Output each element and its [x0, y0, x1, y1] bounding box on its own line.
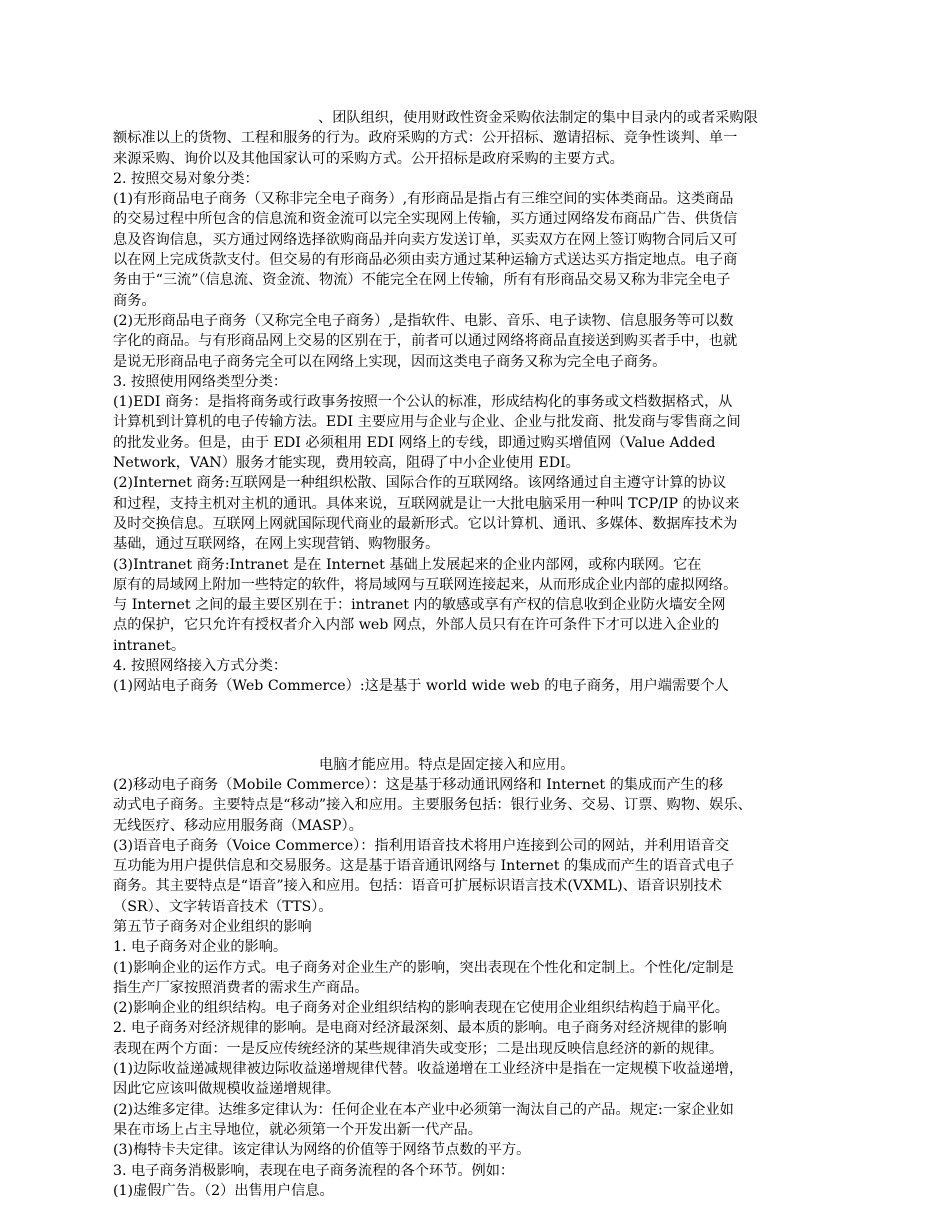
text-line: (2)Internet 商务:互联网是一种组织松散、国际合作的互联网络。该网络通过自主遵守计算的协议 — [113, 475, 727, 492]
text-line: (1)EDI 商务：是指将商务或行政事务按照一个公认的标准，形成结构化的事务或文档数据格式，从 — [113, 394, 733, 411]
text-line: (1)有形商品电子商务（又称非完全电子商务）,有形商品是指占有三维空间的实体类商品。这类商品 — [113, 191, 734, 208]
text-line: 点的保护，它只允许有授权者介入内部 web 网点，外部人员只有在许可条件下才可以进入企业的 — [113, 617, 720, 634]
text-line: 指生产厂家按照消费者的需求生产商品。 — [113, 979, 369, 996]
section-heading: 4. 按照网络接入方式分类： — [113, 658, 288, 675]
paragraph-block-2 — [113, 755, 843, 1202]
section-heading: 2. 电子商务对经济规律的影响。是电商对经济最深刻、最本质的影响。电子商务对经济规律的影响 — [113, 1020, 727, 1037]
text-line: (3)Intranet 商务:Intranet 是在 Internet 基础上发展起来的企业内部网，或称内联网。它在 — [113, 556, 702, 573]
section-heading: 3. 按照使用网络类型分类： — [113, 373, 288, 390]
text-line: 基础，通过互联网络，在网上实现营销、购物服务。 — [113, 536, 440, 553]
document-page — [113, 108, 843, 1201]
text-line: (2)达维多定律。达维多定律认为：任何企业在本产业中必须第一淘汰自己的产品。规定:一家企业如 — [113, 1101, 734, 1118]
text-line: 原有的局域网上附加一些特定的软件，将局域网与互联网连接起来，从而形成企业内部的虚拟网络。 — [113, 576, 738, 593]
text-line: (2)无形商品电子商务（又称完全电子商务）,是指软件、电影、音乐、电子读物、信息服务等可以数 — [113, 312, 734, 329]
text-line: 的交易过程中所包含的信息流和资金流可以完全实现网上传输，买方通过网络发布商品广告、供货信 — [113, 211, 738, 228]
text-line: (2)移动电子商务（Mobile Commerce）：这是基于移动通讯网络和 Internet 的集成而产生的移 — [113, 776, 724, 793]
text-line: 果在市场上占主导地位，就必须第一个开发出新一代产品。 — [113, 1121, 482, 1138]
text-line: (3)语音电子商务（Voice Commerce）：指利用语音技术将用户连接到公司的网站，并利用语音交 — [113, 837, 730, 854]
paragraph-block-1 — [113, 108, 843, 697]
text-line: 务由于“三流”（信息流、资金流、物流）不能完全在网上传输，所有有形商品交易又称为非完全电子 — [113, 272, 731, 289]
text-line: 来源采购、询价以及其他国家认可的采购方式。公开招标是政府采购的主要方式。 — [113, 150, 624, 167]
text-line: (3)梅特卡夫定律。该定律认为网络的价值等于网络节点数的平方。 — [113, 1142, 531, 1159]
text-line: intranet。 — [113, 637, 186, 654]
text-line: 息及咨询信息，买方通过网络选择欲购商品并向卖方发送订单，买卖双方在网上签订购物合同后又可 — [113, 231, 738, 248]
text-line: 电脑才能应用。特点是固定接入和应用。 — [319, 756, 575, 773]
section-heading: 第五节子商务对企业组织的影响 — [113, 918, 312, 935]
text-line: (1)网站电子商务（Web Commerce）:这是基于 world wide web 的电子商务，用户端需要个人 — [113, 678, 729, 695]
text-line: 以在网上完成货款支付。但交易的有形商品必须由卖方通过某种运输方式送达买方指定地点。电子商 — [113, 252, 738, 269]
text-line: 与 Internet 之间的最主要区别在于：intranet 内的敏感或享有产权的信息收到企业防火墙安全网 — [113, 597, 726, 614]
text-line: (1)虚假广告。（2）出售用户信息。 — [113, 1182, 334, 1199]
text-line: 、团队组织，使用财政性资金采购依法制定的集中目录内的或者采购限 — [318, 110, 758, 126]
text-line: (1)边际收益递减规律被边际收益递增规律代替。收益递增在工业经济中是指在一定规模下收益递增， — [113, 1061, 744, 1078]
text-line: 的批发业务。但是，由于 EDI 必须租用 EDI 网络上的专线，即通过购买增值网（Value Added — [113, 434, 716, 451]
text-line: 计算机到计算机的电子传输方法。EDI 主要应用与企业与企业、企业与批发商、批发商与零售商之间 — [113, 414, 741, 431]
text-line: （SR）、文字转语音技术（TTS）。 — [113, 898, 333, 915]
section-heading: 1. 电子商务对企业的影响。 — [113, 939, 288, 956]
text-line: 是说无形商品电子商务完全可以在网络上实现，因而这类电子商务又称为完全电子商务。 — [113, 353, 667, 370]
text-line: Network，VAN）服务才能实现，费用较高，阻碍了中小企业使用 EDI。 — [113, 455, 580, 472]
text-line: (1)影响企业的运作方式。电子商务对企业生产的影响，突出表现在个性化和定制上。个性化/定制是 — [113, 959, 734, 976]
text-line: 字化的商品。与有形商品网上交易的区别在于，前者可以通过网络将商品直接送到购买者手中，也就 — [113, 333, 738, 350]
text-line: 商务。其主要特点是“语音”接入和应用。包括：语音可扩展标识语言技术(VXML)、语音识别技术 — [113, 878, 722, 895]
text-line: 商务。 — [113, 292, 156, 309]
section-heading: 3. 电子商务消极影响，表现在电子商务流程的各个环节。例如： — [113, 1162, 515, 1179]
text-line: 因此它应该叫做规模收益递增规律。 — [113, 1081, 341, 1098]
text-line: 表现在两个方面：一是反应传统经济的某些规律消失或变形；二是出现反映信息经济的新的规律。 — [113, 1040, 724, 1057]
text-line: 和过程，支持主机对主机的通讯。具体来说，互联网就是让一大批电脑采用一种叫 TCP/IP 的协议来 — [113, 495, 740, 512]
text-line: 及时交换信息。互联网上网就国际现代商业的最新形式。它以计算机、通讯、多媒体、数据库技术为 — [113, 515, 738, 532]
text-line: 无线医疗、移动应用服务商（MASP）。 — [113, 817, 363, 834]
text-line: (2)影响企业的组织结构。电子商务对企业组织结构的影响表现在它使用企业组织结构趋于扁平化。 — [113, 1000, 729, 1017]
page-gap — [113, 697, 843, 755]
text-line: 额标准以上的货物、工程和服务的行为。政府采购的方式：公开招标、邀请招标、竞争性谈判、单一 — [113, 130, 738, 147]
text-line: 互功能为用户提供信息和交易服务。这是基于语音通讯网络与 Internet 的集成而产生的语音式电子 — [113, 858, 735, 875]
section-heading: 2. 按照交易对象分类： — [113, 170, 259, 187]
text-line: 动式电子商务。主要特点是“移动”接入和应用。主要服务包括：银行业务、交易、订票、购物、娱乐、 — [113, 797, 752, 814]
